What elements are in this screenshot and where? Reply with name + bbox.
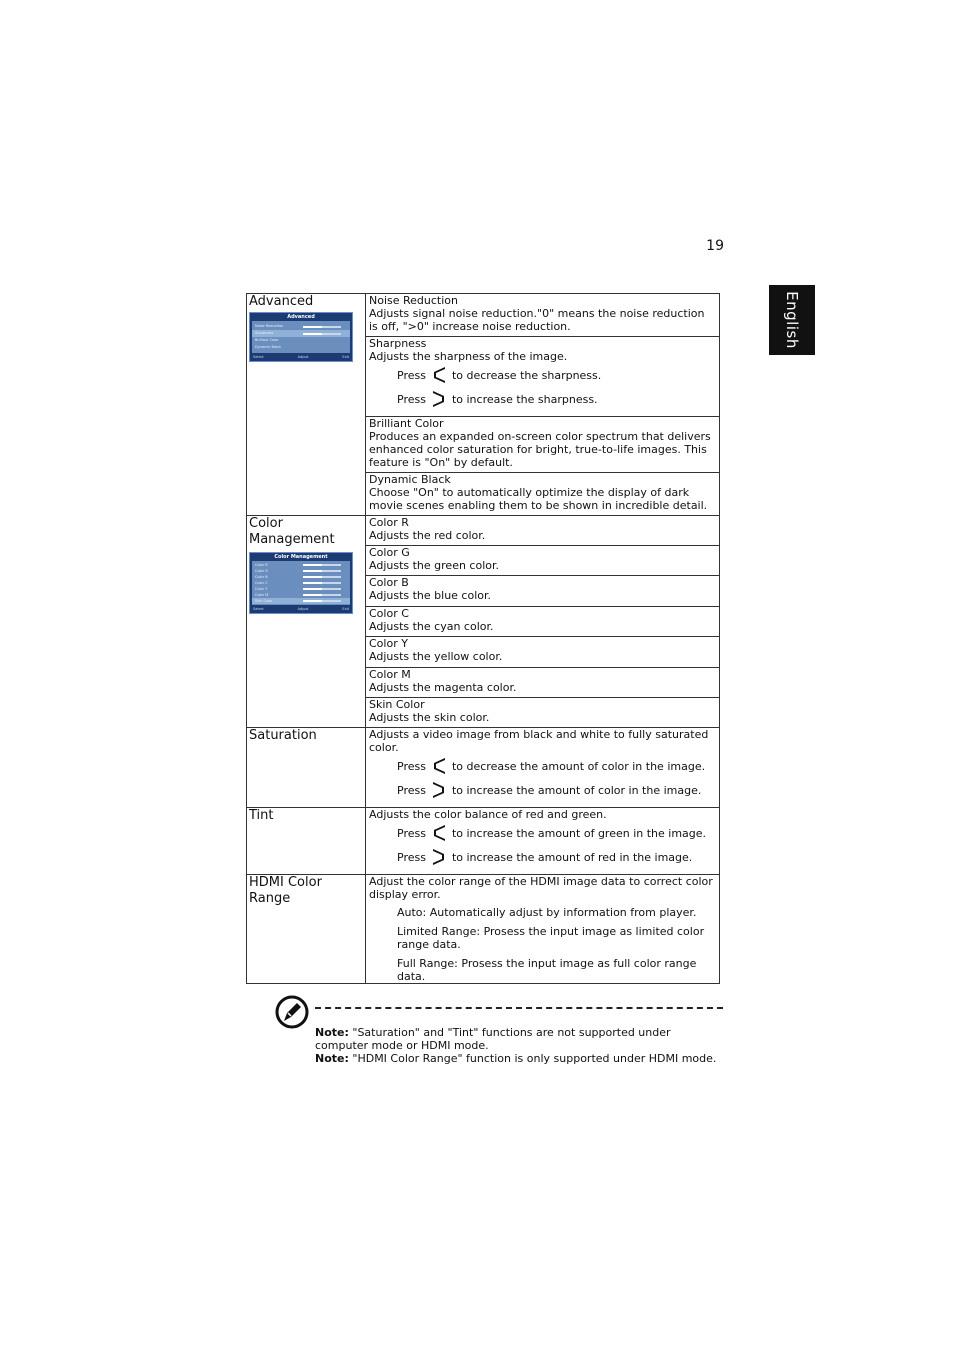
osd-item: Color B — [252, 574, 350, 580]
osd-item: Skin Color — [252, 598, 350, 604]
tint-green-line: Press to increase the amount of green in the image. — [397, 821, 716, 845]
left-arrow-key-icon — [430, 756, 448, 776]
color-r-cell — [366, 516, 720, 546]
saturation-cell — [366, 728, 720, 808]
language-tab-label: English — [783, 291, 802, 349]
osd-title: Advanced — [287, 314, 315, 320]
noise-reduction-cell — [366, 294, 720, 337]
right-arrow-key-icon — [430, 389, 448, 409]
color-management-osd-screenshot: Color Management Color R Color G Color B Color C Color Y Color M Skin Color Select Adjust Exit — [249, 552, 353, 614]
tint-cell — [366, 808, 720, 875]
osd-item: Noise Reduction — [252, 323, 350, 330]
skin-color-text: Adjusts the skin color. — [369, 711, 490, 724]
page-number: 19 — [706, 238, 724, 254]
osd-item: Color G — [252, 568, 350, 574]
color-c-text: Adjusts the cyan color. — [369, 620, 494, 633]
hdmi-text: Adjust the color range of the HDMI image data to correct color display error. — [369, 875, 713, 901]
saturation-decrease-line: Press to decrease the amount of color in the image. — [397, 754, 716, 778]
noise-reduction-text: Adjusts signal noise reduction."0" means the noise reduction is off, ">0" increase noise reduction. — [369, 307, 705, 333]
note-pen-icon — [275, 995, 309, 1029]
right-arrow-key-icon — [430, 847, 448, 867]
osd-item: Dynamic Black — [255, 345, 282, 349]
dynamic-black-title: Dynamic Black — [369, 473, 451, 486]
note-2: Note: "HDMI Color Range" function is only supported under HDMI mode. — [315, 1052, 717, 1065]
color-g-title: Color G — [369, 546, 410, 559]
skin-color-cell — [366, 698, 720, 728]
dynamic-black-cell — [366, 473, 720, 516]
osd-item: Brilliant Color — [255, 338, 279, 342]
skin-color-title: Skin Color — [369, 698, 425, 711]
language-tab — [769, 285, 815, 355]
color-management-label-cell — [247, 516, 366, 728]
hdmi-option-auto: Auto: Automatically adjust by information from player. — [397, 906, 697, 919]
color-b-text: Adjusts the blue color. — [369, 589, 492, 602]
tint-label: Tint — [249, 808, 274, 823]
color-management-label: Color Management — [249, 516, 335, 547]
saturation-increase-line: Press to increase the amount of color in the image. — [397, 778, 716, 802]
sharpness-decrease-line: Press to decrease the sharpness. — [397, 363, 716, 387]
color-m-title: Color M — [369, 668, 411, 681]
sharpness-increase-line: Press to increase the sharpness. — [397, 387, 716, 411]
noise-reduction-title: Noise Reduction — [369, 294, 458, 307]
hdmi-cell — [366, 875, 720, 984]
color-g-text: Adjusts the green color. — [369, 559, 500, 572]
color-g-cell — [366, 546, 720, 576]
osd-item: Color M — [252, 592, 350, 598]
advanced-label-cell — [247, 294, 366, 516]
sharpness-title: Sharpness — [369, 337, 427, 350]
tint-label-cell — [247, 808, 366, 875]
osd-item: Color C — [252, 580, 350, 586]
saturation-label-cell — [247, 728, 366, 808]
color-b-title: Color B — [369, 576, 409, 589]
color-c-cell — [366, 607, 720, 637]
hdmi-label-cell — [247, 875, 366, 984]
brilliant-color-cell — [366, 417, 720, 473]
hdmi-option-limited: Limited Range: Prosess the input image as limited color range data. — [397, 925, 705, 951]
osd-item: Color Y — [252, 586, 350, 592]
osd-title: Color Management — [274, 554, 328, 560]
color-y-text: Adjusts the yellow color. — [369, 650, 503, 663]
color-m-text: Adjusts the magenta color. — [369, 681, 517, 694]
color-m-cell — [366, 668, 720, 698]
osd-item: Color R — [252, 562, 350, 568]
color-r-title: Color R — [369, 516, 409, 529]
color-r-text: Adjusts the red color. — [369, 529, 486, 542]
advanced-label: Advanced — [249, 294, 314, 309]
notes-text — [315, 1026, 725, 1065]
brilliant-color-title: Brilliant Color — [369, 417, 444, 430]
note-divider — [315, 1007, 723, 1009]
tint-red-line: Press to increase the amount of red in the image. — [397, 845, 716, 869]
hdmi-option-full: Full Range: Prosess the input image as full color range data. — [397, 957, 697, 983]
tint-text: Adjusts the color balance of red and green. — [369, 808, 607, 821]
saturation-label: Saturation — [249, 728, 317, 743]
brilliant-color-text: Produces an expanded on-screen color spectrum that delivers enhanced color saturation for bright, true-to-life images. This feature is "On" by default. — [369, 430, 711, 469]
right-arrow-key-icon — [430, 780, 448, 800]
color-c-title: Color C — [369, 607, 409, 620]
color-b-cell — [366, 576, 720, 607]
dynamic-black-text: Choose "On" to automatically optimize the display of dark movie scenes enabling them to be shown in incredible detail. — [369, 486, 708, 512]
note-1: Note: "Saturation" and "Tint" functions are not supported under computer mode or HDMI mode. — [315, 1026, 671, 1052]
settings-table — [246, 293, 720, 984]
left-arrow-key-icon — [430, 823, 448, 843]
osd-item: Sharpness — [252, 330, 350, 337]
sharpness-cell — [366, 337, 720, 417]
sharpness-text: Adjusts the sharpness of the image. — [369, 350, 568, 363]
left-arrow-key-icon — [430, 365, 448, 385]
hdmi-color-range-label: HDMI Color Range — [249, 875, 322, 906]
color-y-title: Color Y — [369, 637, 408, 650]
saturation-text: Adjusts a video image from black and white to fully saturated color. — [369, 728, 709, 754]
color-y-cell — [366, 637, 720, 668]
advanced-osd-screenshot: Advanced Noise Reduction Sharpness Brilliant Color Dynamic Black Select Adjust Exit — [249, 312, 353, 362]
